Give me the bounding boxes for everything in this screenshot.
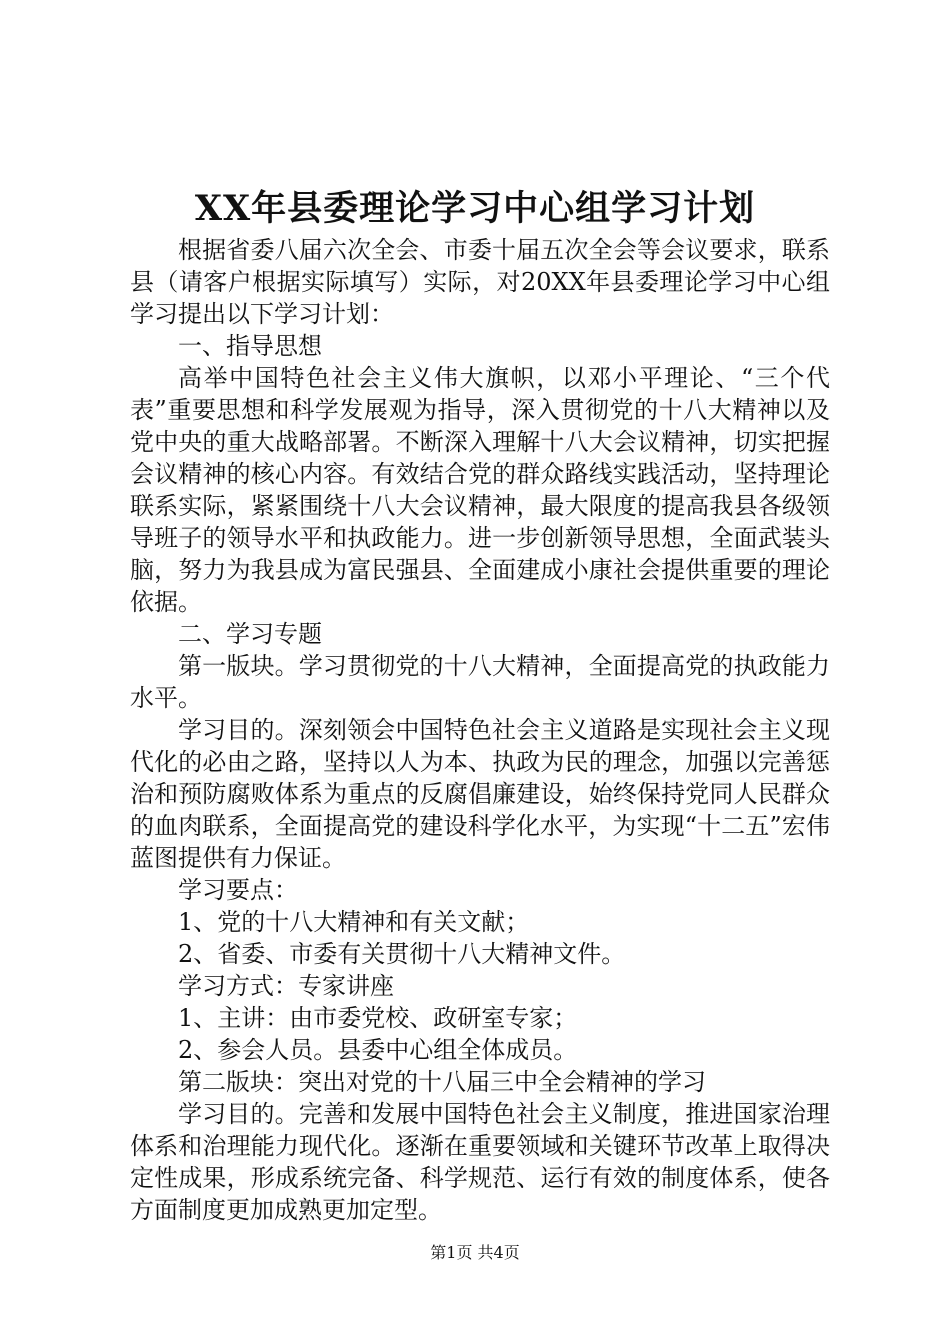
heading-study-topics: 二、学习专题 bbox=[178, 620, 322, 648]
list-item-method-2: 2、参会人员。县委中心组全体成员。 bbox=[178, 1036, 578, 1064]
list-item-method-1: 1、主讲：由市委党校、政研室专家； bbox=[178, 1004, 578, 1032]
document-body bbox=[130, 234, 830, 1226]
paragraph-study-method: 学习方式：专家讲座 bbox=[178, 972, 394, 1000]
paragraph-key-points-label: 学习要点： bbox=[178, 876, 298, 904]
page-number: 第1页 共4页 bbox=[430, 1243, 520, 1262]
paragraph-section-one-purpose: 学习目的。深刻领会中国特色社会主义道路是实现社会主义现代化的必由之路，坚持以人为本、执政为民的理念，加强以完善惩治和预防腐败体系为重点的反腐倡廉建设，始终保持党同人民群众的血肉联系，全面提高党的建设科学化水平，为实现“十二五”宏伟蓝图提供有力保证。 bbox=[130, 716, 830, 872]
paragraph-intro: 根据省委八届六次全会、市委十届五次全会等会议要求，联系县（请客户根据实际填写）实际，对20XX年县委理论学习中心组学习提出以下学习计划： bbox=[130, 236, 830, 328]
document-title: XX年县委理论学习中心组学习计划 bbox=[194, 188, 756, 229]
list-item-key-point-1: 1、党的十八大精神和有关文献； bbox=[178, 908, 530, 936]
paragraph-section-two: 第二版块：突出对党的十八届三中全会精神的学习 bbox=[178, 1068, 706, 1096]
list-item-key-point-2: 2、省委、市委有关贯彻十八大精神文件。 bbox=[178, 940, 626, 968]
paragraph-section-two-purpose: 学习目的。完善和发展中国特色社会主义制度，推进国家治理体系和治理能力现代化。逐渐在重要领域和关键环节改革上取得决定性成果，形成系统完备、科学规范、运行有效的制度体系，使各方面制度更加成熟更加定型。 bbox=[130, 1100, 830, 1224]
paragraph-section-one: 第一版块。学习贯彻党的十八大精神，全面提高党的执政能力水平。 bbox=[130, 652, 830, 712]
heading-guiding-thought: 一、指导思想 bbox=[178, 332, 322, 360]
paragraph-guiding-thought: 高举中国特色社会主义伟大旗帜，以邓小平理论、“三个代表”重要思想和科学发展观为指导，深入贯彻党的十八大精神以及党中央的重大战略部署。不断深入理解十八大会议精神，切实把握会议精神的核心内容。有效结合党的群众路线实践活动，坚持理论联系实际，紧紧围绕十八大会议精神，最大限度的提高我县各级领导班子的领导水平和执政能力。进一步创新领导思想，全面武装头脑，努力为我县成为富民强县、全面建成小康社会提供重要的理论依据。 bbox=[130, 364, 830, 616]
